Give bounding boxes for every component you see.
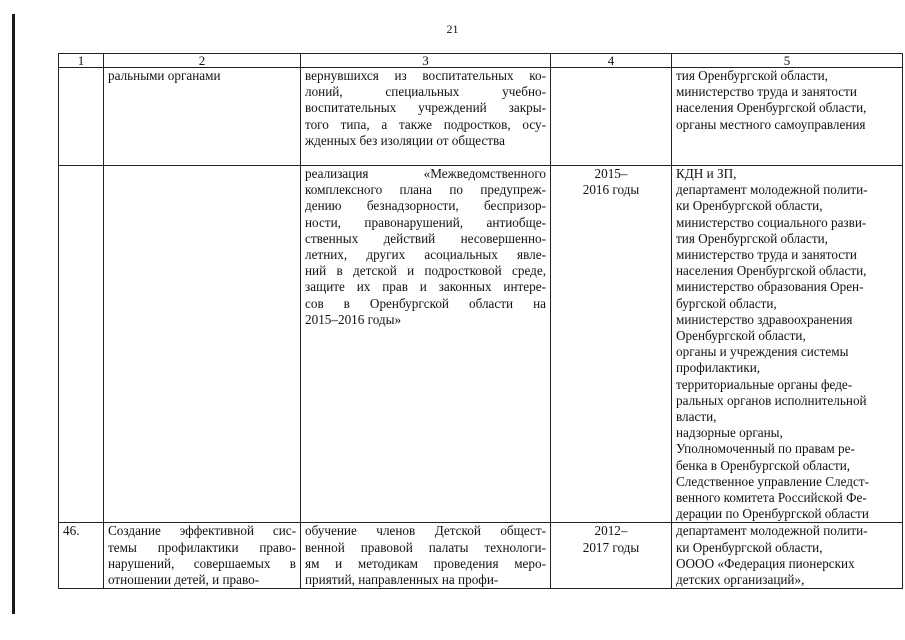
header-col-1: 1 [59,54,104,68]
row-number-cell: 46. [59,523,104,589]
measure-line: жденных без изоляции от общества [305,132,505,148]
measure-line: лоний, специальных учебно- [305,84,546,100]
executors-line: КДН и ЗП, [676,166,737,181]
executors-line: министерство здравоохранения [676,311,853,327]
plan-table [58,53,903,589]
goal-cell [104,523,301,589]
executors-line: надзорные органы, [676,425,783,441]
goal-line: темы профилактики право- [108,539,296,555]
measure-line: сов в Оренбургской области на [305,295,546,311]
table-row [59,166,903,523]
measure-line: приятий, направленных на профи- [305,572,499,588]
goal-line: отношении детей, и право- [108,572,260,588]
period-line: 2012– [594,523,628,539]
measure-line: дению безнадзорности, беспризор- [305,198,546,214]
table-row [59,68,903,166]
binder-edge-line [12,14,15,614]
page-number: 21 [446,22,459,36]
executors-line: Оренбургской области, [676,328,806,344]
executors-line: министерство труда и занятости [676,247,857,263]
goal-line: ральными органами [108,68,221,83]
executors-line: дерации по Оренбургской области [676,506,869,522]
measure-cell [301,523,551,589]
goal-line: нарушений, совершаемых в [108,555,296,571]
measure-line: того типа, а также подростков, осу- [305,116,546,132]
executors-line: власти, [676,409,717,425]
executors-line: тия Оренбургской области, [676,230,828,246]
header-col-2: 2 [104,54,301,68]
header-col-5: 5 [672,54,903,68]
header-col-3: 3 [301,54,551,68]
executors-line: Следственное управление Следст- [676,473,870,489]
period-cell [551,523,672,589]
period-cell [551,68,672,166]
measure-line: венной правовой палаты технологи- [305,539,546,555]
executors-line: департамент молодежной полити- [676,182,868,198]
period-line: 2015– [594,166,628,181]
executors-line: органы и учреждения системы [676,344,849,360]
executors-line: населения Оренбургской области, [676,100,867,116]
executors-line: бургской области, [676,295,777,311]
executors-line: министерство образования Орен- [676,279,864,295]
executors-cell [672,523,903,589]
executors-line: ки Оренбургской области, [676,539,823,555]
measure-line: защите их прав и законных интере- [305,279,546,295]
table-header-row [59,54,903,68]
period-line: 2017 годы [582,539,640,555]
measure-cell [301,166,551,523]
measure-line: воспитательных учреждений закры- [305,100,546,116]
executors-cell [672,68,903,166]
period-cell [551,166,672,523]
measure-line: ственных действий несовершенно- [305,230,546,246]
executors-cell [672,166,903,523]
measure-line: летних, других асоциальных явле- [305,247,546,263]
executors-line: профилактики, [676,360,761,376]
measure-line: обучение членов Детской общест- [305,523,546,539]
measure-cell [301,68,551,166]
executors-line: ОООО «Федерация пионерских [676,555,855,571]
goal-cell [104,68,301,166]
measure-line: 2015–2016 годы» [305,311,402,327]
executors-line: детских организаций», [676,572,805,588]
executors-line: департамент молодежной полити- [676,523,868,539]
period-line: 2016 годы [582,182,640,198]
executors-line: министерство социального разви- [676,214,867,230]
measure-line: комплексного плана по предупреж- [305,182,546,198]
row-number-cell [59,68,104,166]
header-col-4: 4 [551,54,672,68]
executors-line: министерство труда и занятости [676,84,857,100]
executors-line: ки Оренбургской области, [676,198,823,214]
executors-line: бенка в Оренбургской области, [676,457,851,473]
measure-line: ям и методикам проведения меро- [305,555,546,571]
executors-line: органы местного самоуправления [676,116,866,132]
measure-line: вернувшихся из воспитательных ко- [305,68,546,83]
executors-line: тия Оренбургской области, [676,68,828,83]
measure-line: реализация «Межведомственного [305,166,546,181]
goal-line: Создание эффективной сис- [108,523,296,539]
executors-line: Уполномоченный по правам ре- [676,441,855,457]
executors-line: населения Оренбургской области, [676,263,867,279]
goal-cell [104,166,301,523]
executors-line: территориальные органы феде- [676,376,853,392]
executors-line: венного комитета Российской Фе- [676,490,867,506]
measure-line: ний в детской и подростковой среде, [305,263,546,279]
executors-line: ральных органов исполнительной [676,392,867,408]
table-row [59,523,903,589]
row-number-cell [59,166,104,523]
measure-line: ности, правонарушений, антиобще- [305,214,546,230]
